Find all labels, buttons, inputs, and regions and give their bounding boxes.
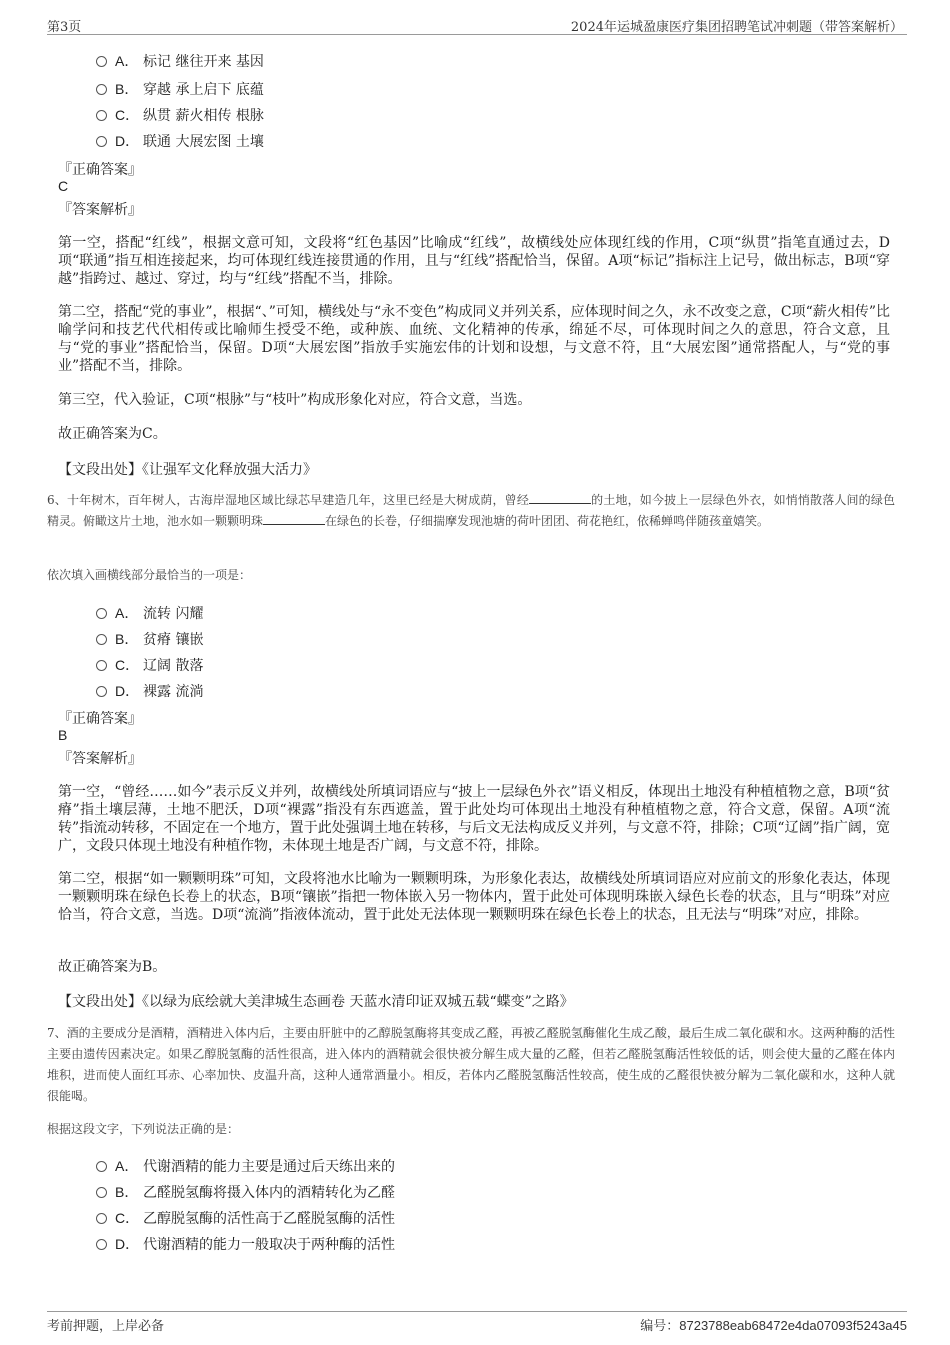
q6-prompt: 依次填入画横线部分最恰当的一项是： bbox=[47, 568, 252, 582]
radio-icon[interactable] bbox=[96, 660, 107, 671]
q5-option-b[interactable]: B． 穿越 承上启下 底蕴 bbox=[96, 79, 264, 99]
q7-prompt: 根据这段文字，下列说法正确的是： bbox=[47, 1122, 240, 1136]
q6-analysis-label: 『答案解析』 bbox=[58, 751, 142, 767]
radio-icon[interactable] bbox=[96, 608, 107, 619]
q5-analysis-para-1: 第一空，搭配“红线”，根据文意可知，文段将“红色基因”比喻成“红线”，故横线处应体现红线的作用，C项“纵贯”指笔直通过去，D项“联通”指互相连接起来，均可体现红线连接贯通的作用，且与“红线”搭配恰当，保留。A项“标记”指标注上记号，做出标志，B项“穿越”指跨过、越过、穿过，均与“红线”搭配不当，排除。 bbox=[58, 235, 890, 287]
radio-icon[interactable] bbox=[96, 1213, 107, 1224]
radio-icon[interactable] bbox=[96, 136, 107, 147]
radio-icon[interactable] bbox=[96, 1239, 107, 1250]
document-title: 2024年运城盈康医疗集团招聘笔试冲刺题（带答案解析） bbox=[570, 20, 903, 35]
radio-icon[interactable] bbox=[96, 56, 107, 67]
q7-stem: 7、酒的主要成分是酒精，酒精进入体内后，主要由肝脏中的乙醇脱氢酶将其变成乙醛，再被乙醛脱氢酶催化生成乙酸，最后生成二氧化碳和水。这两种酶的活性主要由遗传因素决定。如果乙醇脱氢酶的活性很高，进入体内的酒精就会很快被分解生成大量的乙醛，但若乙醛脱氢酶活性较低的话，则会使大量的乙醛在体内堆积，进而使人面红耳赤、心率加快、皮温升高，这种人通常酒量小。相反，若体内乙醛脱氢酶活性较高，使生成的乙醛很快被分解为二氧化碳和水，这种人就很能喝。 bbox=[47, 1026, 895, 1103]
radio-icon[interactable] bbox=[96, 1161, 107, 1172]
q6-source: 【文段出处】《以绿为底绘就大美津城生态画卷 天蓝水清印证双城五载“蝶变”之路》 bbox=[58, 994, 574, 1010]
q5-option-a[interactable]: A． 标记 继往开来 基因 bbox=[96, 51, 264, 71]
q6-answer-label: 『正确答案』 bbox=[58, 711, 142, 727]
q6-analysis-para-2: 第二空，根据“如一颗颗明珠”可知，文段将池水比喻为一颗颗明珠，为形象化表达，故横线处所填词语应对应前文的形象化表达，体现一颗颗明珠在绿色长卷上的状态，B项“镶嵌”指把一物体嵌入另一物体内，置于此处可体现明珠嵌入绿色长卷的状态，且与“明珠”对应恰当，符合文意，当选。D项“流淌”指液体流动，置于此处无法体现一颗颗明珠在绿色长卷上的状态，且无法与“明珠”对应，排除。 bbox=[58, 871, 890, 923]
blank-2 bbox=[263, 512, 325, 525]
q5-analysis-para-3: 第三空，代入验证，C项“根脉”与“枝叶”构成形象化对应，符合文意，当选。 bbox=[58, 392, 532, 408]
q7-option-b[interactable]: B． 乙醛脱氢酶将摄入体内的酒精转化为乙醛 bbox=[96, 1182, 395, 1202]
q5-analysis-para-2: 第二空，搭配“党的事业”，根据“、”可知，横线处与“永不变色”构成同义并列关系，应体现时间之久，永不改变之意，C项“薪火相传”比喻学问和技艺代代相传或比喻师生授受不绝，或种族、血统、文化精神的传承，绵延不尽，可体现时间之久的意思，符合文意，且与“党的事业”搭配恰当，保留。D项“大展宏图”指放手实施宏伟的计划和设想，与文意不符，且“大展宏图”通常搭配人，与“党的事业”搭配不当，排除。 bbox=[58, 304, 890, 374]
radio-icon[interactable] bbox=[96, 686, 107, 697]
q5-answer: C bbox=[58, 178, 69, 194]
q5-option-c[interactable]: C． 纵贯 薪火相传 根脉 bbox=[96, 105, 264, 125]
q6-answer: B bbox=[58, 727, 68, 743]
radio-icon[interactable] bbox=[96, 634, 107, 645]
q7-option-c[interactable]: C． 乙醇脱氢酶的活性高于乙醛脱氢酶的活性 bbox=[96, 1208, 395, 1228]
q6-stem: 6、十年树木，百年树人，古海岸湿地区域比绿芯早建造几年，这里已经是大树成荫，曾经 的土地，如今披上一层绿色外衣，如悄悄散落人间的绿色精灵。俯瞰这片土地，池水如一颗颗明珠 在绿色的长卷，仔细揣摩发现池塘的荷叶团团、荷花艳红，依稀蝉鸣伴随孩童嬉笑。 bbox=[47, 493, 895, 528]
page-header bbox=[47, 14, 907, 35]
q5-answer-label: 『正确答案』 bbox=[58, 162, 142, 178]
blank-1 bbox=[529, 491, 591, 504]
q7-option-a[interactable]: A． 代谢酒精的能力主要是通过后天练出来的 bbox=[96, 1156, 395, 1176]
q6-option-b[interactable]: B． 贫瘠 镶嵌 bbox=[96, 629, 203, 649]
q5-source: 【文段出处】《让强军文化释放强大活力》 bbox=[58, 462, 317, 478]
q6-option-c[interactable]: C． 辽阔 散落 bbox=[96, 655, 203, 675]
document-code: 编号：8723788eab68472e4da07093f5243a45 bbox=[640, 1318, 907, 1334]
q6-option-d[interactable]: D． 裸露 流淌 bbox=[96, 681, 203, 701]
q6-analysis-para-3: 故正确答案为B。 bbox=[58, 959, 167, 975]
footer-slogan: 考前押题，上岸必备 bbox=[47, 1319, 165, 1334]
q5-option-d[interactable]: D． 联通 大展宏图 土壤 bbox=[96, 131, 264, 151]
radio-icon[interactable] bbox=[96, 84, 107, 95]
radio-icon[interactable] bbox=[96, 110, 107, 121]
q6-option-a[interactable]: A． 流转 闪耀 bbox=[96, 603, 203, 623]
page-footer bbox=[47, 1311, 907, 1338]
page-number: 第3页 bbox=[47, 20, 82, 35]
q7-option-d[interactable]: D． 代谢酒精的能力一般取决于两种酶的活性 bbox=[96, 1234, 395, 1254]
q5-analysis-para-4: 故正确答案为C。 bbox=[58, 426, 167, 442]
q6-analysis-para-1: 第一空，“曾经……如今”表示反义并列，故横线处所填词语应与“披上一层绿色外衣”语义相反，体现出土地没有种植植物之意，B项“贫瘠”指土壤层薄，土地不肥沃，D项“裸露”指没有东西遮盖，置于此处均可体现出土地没有种植植物之意，符合文意，保留。A项“流转”指流动转移，不固定在一个地方，置于此处强调土地在转移，与后文无法构成反义并列，与文意不符，排除；C项“辽阔”指广阔，宽广，文段只体现土地没有种植作物，未体现土地是否广阔，与文意不符，排除。 bbox=[58, 784, 890, 854]
q5-analysis-label: 『答案解析』 bbox=[58, 202, 142, 218]
radio-icon[interactable] bbox=[96, 1187, 107, 1198]
